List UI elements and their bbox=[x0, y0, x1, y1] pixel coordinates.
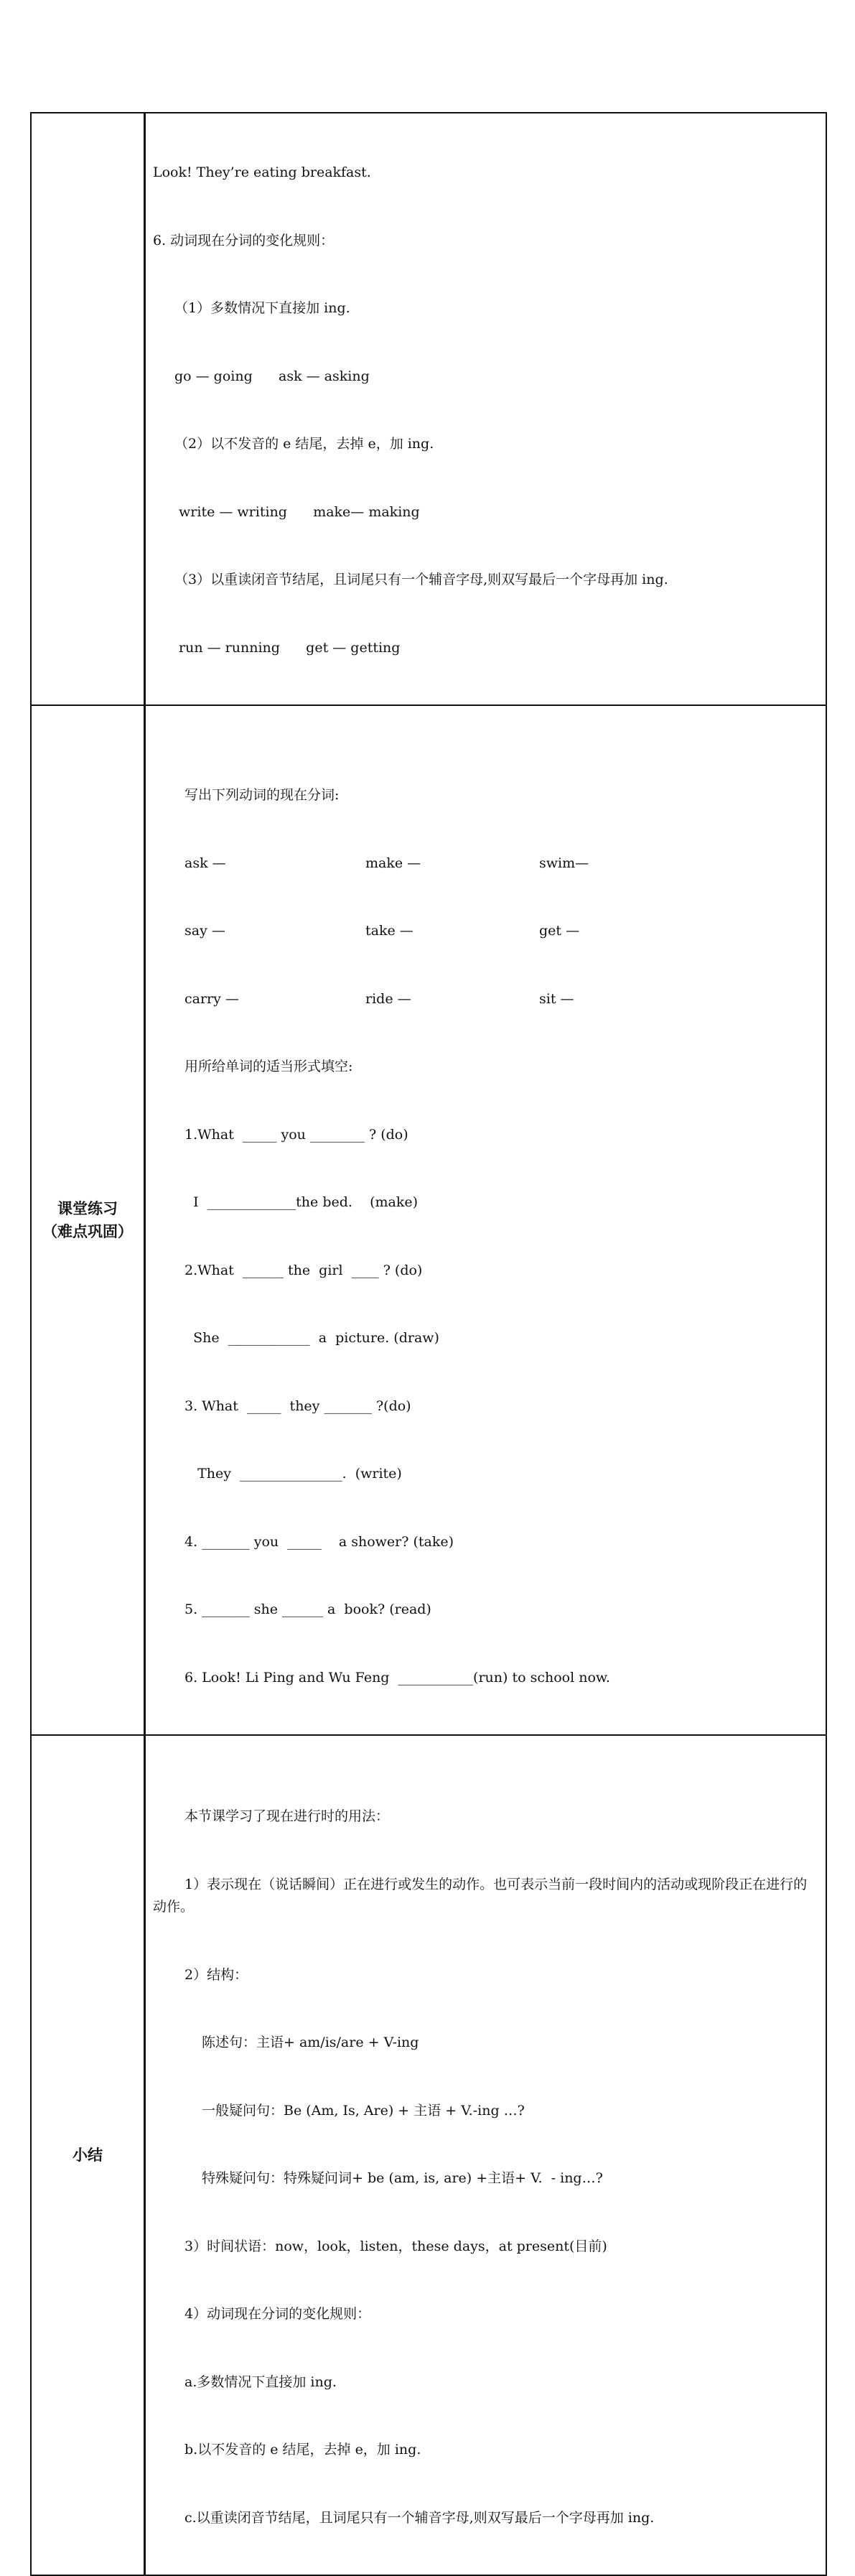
verb-item: take — bbox=[365, 923, 414, 939]
exercise-line: 3. What _____ they _______ ?(do) bbox=[184, 1398, 411, 1414]
verb-item: swim— bbox=[539, 855, 589, 871]
table-row bbox=[31, 1735, 826, 2575]
text-line: run — running get — getting bbox=[174, 639, 401, 656]
exercise-section bbox=[146, 706, 826, 1734]
section-label: 课堂练习 bbox=[57, 1200, 118, 1217]
text-line: （1）多数情况下直接加 ing. bbox=[174, 300, 350, 316]
content-cell bbox=[145, 113, 827, 705]
section-label-cell bbox=[31, 1735, 145, 2575]
rules-section bbox=[146, 113, 826, 705]
summary-line: 特殊疑问句：特殊疑问词+ be (am, is, are) +主语+ V. - ing…? bbox=[202, 2170, 603, 2186]
summary-line: 本节课学习了现在进行时的用法： bbox=[184, 1808, 390, 1824]
empty-label-cell bbox=[31, 113, 145, 705]
text-line: go — going ask — asking bbox=[174, 368, 370, 384]
verb-row bbox=[153, 988, 818, 1011]
content-cell bbox=[145, 705, 827, 1735]
verb-item: sit — bbox=[539, 990, 574, 1007]
text-line: write — writing make— making bbox=[174, 503, 420, 520]
table-row bbox=[31, 705, 826, 1735]
section-label-cell bbox=[31, 705, 145, 1735]
text-line: （3）以重读闭音节结尾，且词尾只有一个辅音字母,则双写最后一个字母再加 ing. bbox=[174, 572, 668, 587]
exercise-intro: 写出下列动词的现在分词: bbox=[184, 787, 340, 803]
summary-line: b.以不发音的 e 结尾，去掉 e，加 ing. bbox=[184, 2442, 421, 2458]
summary-section bbox=[146, 1736, 826, 2575]
text-line: 6. 动词现在分词的变化规则： bbox=[153, 232, 335, 248]
exercise-line: 2.What ______ the girl ____ ? (do) bbox=[184, 1262, 423, 1278]
summary-line bbox=[153, 1874, 818, 1919]
summary-line: a.多数情况下直接加 ing. bbox=[184, 2373, 337, 2390]
section-label: 小结 bbox=[73, 2147, 103, 2164]
exercise-line: I _____________the bed. (make) bbox=[184, 1194, 419, 1210]
verb-item: carry — bbox=[184, 990, 239, 1007]
verb-item: say — bbox=[184, 923, 225, 939]
exercise-line: 5. _______ she ______ a book? (read) bbox=[184, 1601, 431, 1617]
summary-line: 2）结构： bbox=[184, 1966, 248, 1983]
summary-line: 3）时间状语：now，look，listen，these days，at present(目前) bbox=[184, 2238, 607, 2254]
verb-row bbox=[153, 852, 818, 875]
text-line: Look! They’re eating breakfast. bbox=[153, 164, 371, 180]
summary-line: 一般疑问句：Be (Am, Is, Are) + 主语 + V.-ing …? bbox=[202, 2102, 525, 2119]
verb-row bbox=[153, 920, 818, 943]
exercise-intro: 用所给单词的适当形式填空: bbox=[184, 1059, 353, 1074]
exercise-line: 1.What _____ you ________ ? (do) bbox=[184, 1126, 408, 1143]
exercise-line: 6. Look! Li Ping and Wu Feng ___________(run) to school now. bbox=[184, 1669, 610, 1685]
summary-line: 陈述句：主语+ am/is/are + V-ing bbox=[202, 2035, 419, 2050]
table-row bbox=[31, 113, 826, 705]
summary-line: c.以重读闭音节结尾，且词尾只有一个辅音字母,则双写最后一个字母再加 ing. bbox=[184, 2509, 655, 2526]
content-cell bbox=[145, 1735, 827, 2575]
section-sublabel: （难点巩固） bbox=[42, 1223, 133, 1240]
verb-item: ride — bbox=[365, 990, 411, 1007]
summary-line: 4）动词现在分词的变化规则： bbox=[184, 2306, 371, 2322]
exercise-line: She ____________ a picture. (draw) bbox=[184, 1330, 439, 1346]
exercise-line: They _______________. (write) bbox=[184, 1466, 402, 1482]
verb-item: get — bbox=[539, 923, 580, 939]
verb-item: ask — bbox=[184, 855, 226, 871]
verb-item: make — bbox=[365, 855, 421, 871]
summary-text: 1）表示现在（说话瞬间）正在进行或发生的动作。也可表示当前一段时间内的活动或现阶段正在进行的动作。 bbox=[153, 1876, 808, 1915]
text-line: （2）以不发音的 e 结尾，去掉 e，加 ing. bbox=[174, 436, 434, 452]
lesson-table bbox=[30, 112, 827, 2576]
exercise-line: 4. _______ you _____ a shower? (take) bbox=[184, 1533, 454, 1550]
